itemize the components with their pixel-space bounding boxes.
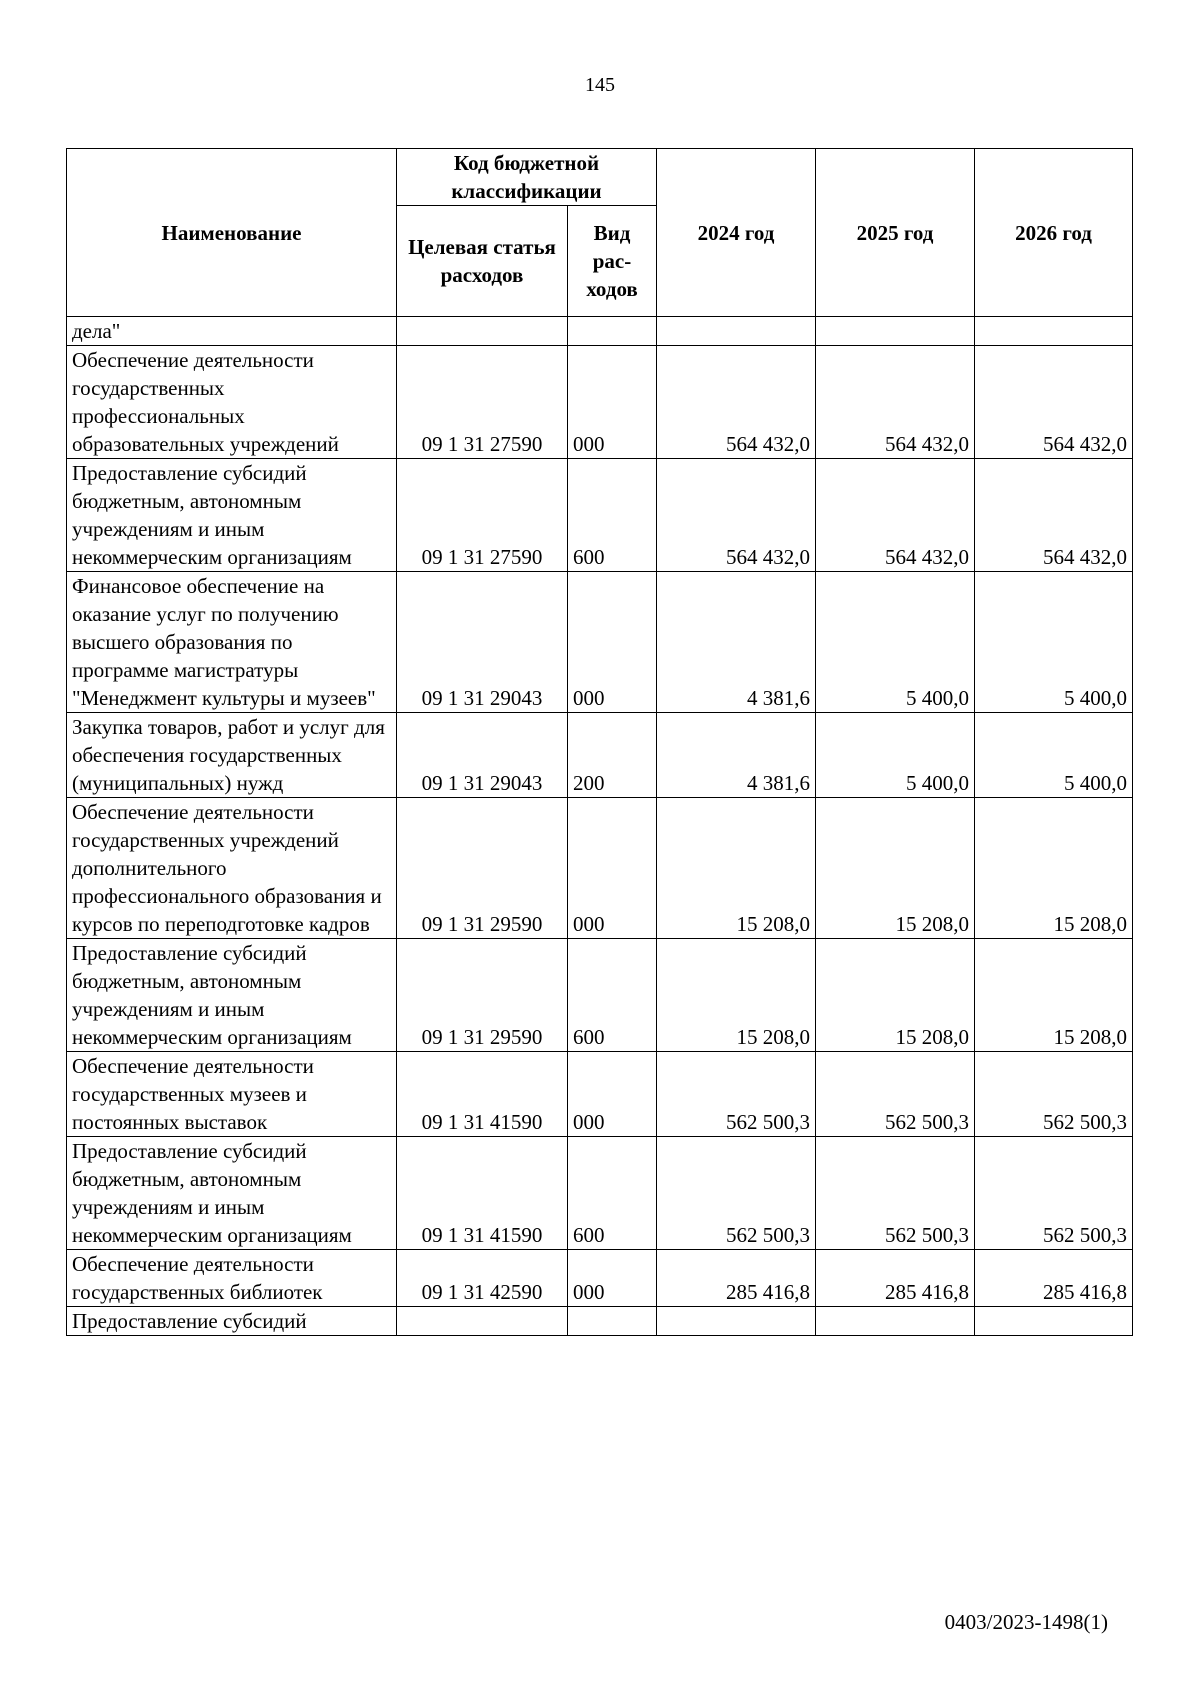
cell-2026: 5 400,0	[975, 572, 1133, 713]
cell-2025	[816, 317, 975, 346]
cell-2025: 15 208,0	[816, 939, 975, 1052]
cell-target-item: 09 1 31 29590	[397, 939, 568, 1052]
cell-2024	[657, 317, 816, 346]
cell-2024: 4 381,6	[657, 572, 816, 713]
cell-name: Предоставление субсидий бюджетным, автономным учреждениям и иным некоммерческим организациям	[67, 459, 397, 572]
table-row	[67, 572, 1133, 713]
cell-2026: 15 208,0	[975, 939, 1133, 1052]
cell-expense-kind: 600	[568, 939, 657, 1052]
cell-name: Предоставление субсидий бюджетным, автономным учреждениям и иным некоммерческим организациям	[67, 1137, 397, 1250]
cell-2026: 562 500,3	[975, 1137, 1133, 1250]
cell-name: Закупка товаров, работ и услуг для обеспечения государственных (муниципальных) нужд	[67, 713, 397, 798]
table-header	[67, 149, 1133, 317]
cell-expense-kind: 600	[568, 1137, 657, 1250]
header-2024: 2024 год	[657, 149, 816, 317]
table-row	[67, 713, 1133, 798]
cell-target-item: 09 1 31 29043	[397, 713, 568, 798]
cell-target-item: 09 1 31 29590	[397, 798, 568, 939]
cell-2026: 562 500,3	[975, 1052, 1133, 1137]
header-target-item: Целевая статья расходов	[397, 206, 568, 317]
cell-expense-kind: 000	[568, 1052, 657, 1137]
cell-name: Обеспечение деятельности государственных библиотек	[67, 1250, 397, 1307]
cell-target-item: 09 1 31 27590	[397, 346, 568, 459]
cell-2025: 564 432,0	[816, 346, 975, 459]
cell-expense-kind: 000	[568, 1250, 657, 1307]
cell-name: Финансовое обеспечение на оказание услуг по получению высшего образования по программе магистратуры "Менеджмент культуры и музеев"	[67, 572, 397, 713]
cell-2026: 564 432,0	[975, 459, 1133, 572]
cell-target-item: 09 1 31 27590	[397, 459, 568, 572]
table-row	[67, 346, 1133, 459]
cell-2026	[975, 1307, 1133, 1336]
cell-name: Предоставление субсидий	[67, 1307, 397, 1336]
cell-name: Обеспечение деятельности государственных учреждений дополнительного профессионального образования и курсов по переподготовке кадров	[67, 798, 397, 939]
cell-2024: 564 432,0	[657, 346, 816, 459]
cell-2025	[816, 1307, 975, 1336]
cell-2025: 285 416,8	[816, 1250, 975, 1307]
cell-2025: 5 400,0	[816, 572, 975, 713]
header-budget-code: Код бюджетной классификации	[397, 149, 657, 206]
cell-2025: 562 500,3	[816, 1137, 975, 1250]
cell-target-item: 09 1 31 41590	[397, 1137, 568, 1250]
cell-2024: 4 381,6	[657, 713, 816, 798]
cell-2024	[657, 1307, 816, 1336]
cell-2026: 5 400,0	[975, 713, 1133, 798]
cell-2026: 285 416,8	[975, 1250, 1133, 1307]
cell-expense-kind	[568, 317, 657, 346]
table-row	[67, 459, 1133, 572]
cell-2025: 5 400,0	[816, 713, 975, 798]
cell-name: Обеспечение деятельности государственных профессиональных образовательных учреждений	[67, 346, 397, 459]
cell-name: дела"	[67, 317, 397, 346]
cell-2024: 562 500,3	[657, 1052, 816, 1137]
table-row	[67, 1137, 1133, 1250]
table-row	[67, 939, 1133, 1052]
table-row	[67, 317, 1133, 346]
cell-target-item	[397, 1307, 568, 1336]
cell-expense-kind: 000	[568, 346, 657, 459]
page-number: 145	[585, 74, 615, 96]
cell-2025: 15 208,0	[816, 798, 975, 939]
cell-2024: 562 500,3	[657, 1137, 816, 1250]
table-body	[67, 317, 1133, 1336]
cell-2024: 15 208,0	[657, 798, 816, 939]
cell-2026: 15 208,0	[975, 798, 1133, 939]
cell-2024: 564 432,0	[657, 459, 816, 572]
cell-expense-kind: 200	[568, 713, 657, 798]
table-row	[67, 1052, 1133, 1137]
document-code: 0403/2023-1498(1)	[944, 1610, 1108, 1634]
cell-expense-kind: 000	[568, 798, 657, 939]
header-2026: 2026 год	[975, 149, 1133, 317]
cell-target-item: 09 1 31 29043	[397, 572, 568, 713]
cell-2026: 564 432,0	[975, 346, 1133, 459]
table-row	[67, 1307, 1133, 1336]
cell-name: Предоставление субсидий бюджетным, автономным учреждениям и иным некоммерческим организациям	[67, 939, 397, 1052]
budget-table	[66, 148, 1133, 1336]
cell-name: Обеспечение деятельности государственных музеев и постоянных выставок	[67, 1052, 397, 1137]
header-2025: 2025 год	[816, 149, 975, 317]
header-name: Наименование	[67, 149, 397, 317]
cell-expense-kind	[568, 1307, 657, 1336]
header-expense-kind: Вид рас-ходов	[568, 206, 657, 317]
cell-2025: 562 500,3	[816, 1052, 975, 1137]
cell-2026	[975, 317, 1133, 346]
cell-2024: 15 208,0	[657, 939, 816, 1052]
cell-2025: 564 432,0	[816, 459, 975, 572]
cell-target-item: 09 1 31 41590	[397, 1052, 568, 1137]
cell-target-item: 09 1 31 42590	[397, 1250, 568, 1307]
cell-target-item	[397, 317, 568, 346]
table-row	[67, 1250, 1133, 1307]
cell-expense-kind: 000	[568, 572, 657, 713]
cell-expense-kind: 600	[568, 459, 657, 572]
cell-2024: 285 416,8	[657, 1250, 816, 1307]
table-row	[67, 798, 1133, 939]
